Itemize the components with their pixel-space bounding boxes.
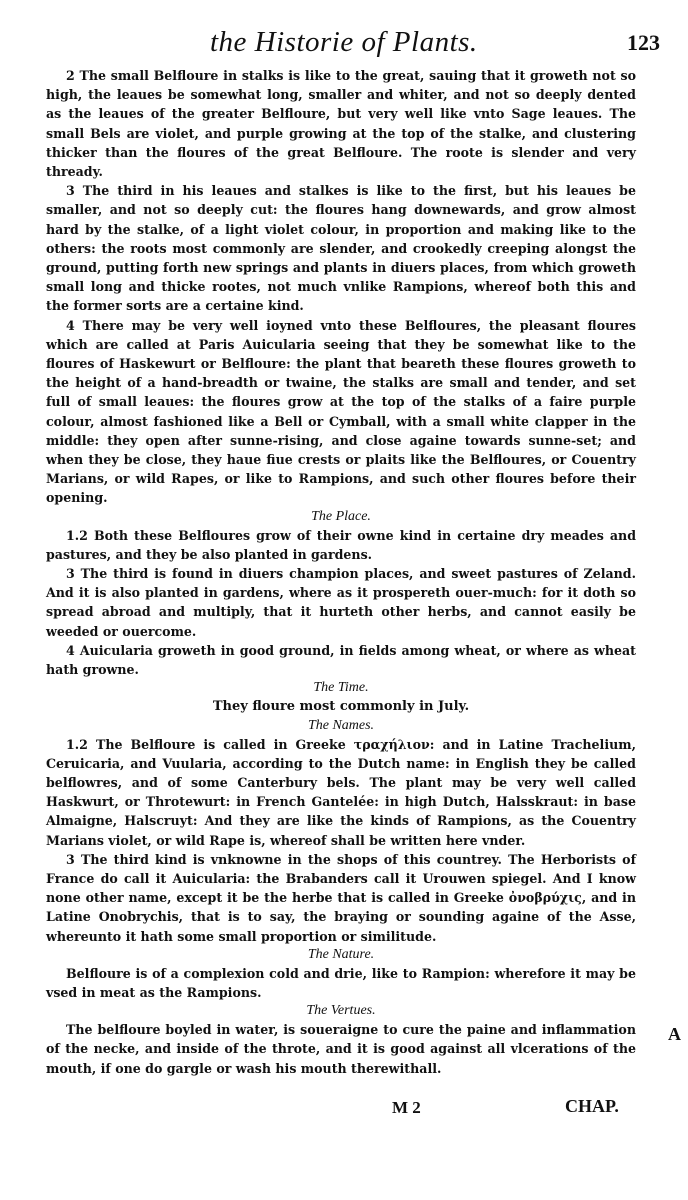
margin-letter: A — [668, 1024, 681, 1044]
catchword: CHAP. — [565, 1096, 619, 1116]
heading-place: The Place. — [311, 508, 371, 524]
paragraph-2: 2 The small Belfloure in stalks is like to the great, sauing that it groweth not so high, the leaues be somewhat long, smaller and whiter, and not so deeply dented as the leaues of the greater Belfloure, but very well like vnto Sage leaues. The small Bels are violet, and purple growing at the top of the stalke, and clustering thicker than the floures of the great Belfloure. The roote is slender and very thready. — [46, 68, 636, 180]
page-body — [46, 66, 636, 1078]
heading-nature: The Nature. — [307, 946, 375, 962]
place-paragraph-4: 4 Auicularia groweth in good ground, in fields among wheat, or where as wheat hath growne. — [46, 642, 636, 678]
page-header — [40, 26, 670, 66]
nature-text: Belfloure is of a complexion cold and drie, like to Rampion: wherefore it may be vsed in meat as the Rampions. — [46, 965, 636, 1000]
names-paragraph-1-2: 1.2 The Belfloure is called in Greeke τραχήλιον: and in Latine Trachelium, Ceruicaria, and Vuularia, according to the Dutch name: in English they be called belflowres, and of some Canterbury bels. The plant may be very well called Haskwurt, or Throtewurt: in French Gantelée: in high Dutch, Halsskraut: in base Almaigne, Halscruyt: And they are like the kinds of Rampions, as the Couentry Marians violet, or wild Rape is, whereof shall be written here vnder. — [46, 736, 636, 848]
names-paragraph-3: 3 The third kind is vnknowne in the shops of this countrey. The Herborists of France do call it Auicularia: the Brabanders call it Urouwen spiegel. And I know none other name, except it be the herbe that is called in Greeke ὀνοβρύχις, and in Latine Onobrychis, that is to say, the braying or sounding againe of the Asse, whereunto it hath some small proportion or similitude. — [46, 851, 636, 944]
time-text: They floure most commonly in July. — [212, 699, 470, 715]
running-title: the Historie of Plants. — [210, 26, 478, 58]
page-number: 123 — [627, 30, 660, 55]
heading-vertues: The Vertues. — [306, 1003, 376, 1019]
vertues-text: The belfloure boyled in water, is soueraigne to cure the paine and inflammation of the necke, and inside of the throte, and it is good against all vlcerations of the mouth, if one do gargle or wash his mouth therewithall. — [46, 1022, 636, 1076]
signature-mark: M 2 — [392, 1098, 421, 1117]
paragraph-4: 4 There may be very well ioyned vnto these Belfloures, the pleasant floures which are called at Paris Auicularia seeing that they be somewhat like to the floures of Haskewurt or Belfloure: the plant that beareth these floures groweth to the height of a hand-breadth or twaine, the stalks are small and tender, and set full of small leaues: the floures grow at the top of the stalks of a faire purple colour, almost fashioned like a Bell or Cymball, with a small white clapper in the middle: they open after sunne-rising, and close againe towards sunne-set; and when they be close, they haue fiue crests or plaits like the Belfloures, or Couentry Marians, or wild Rapes, or like to Rampions, and such other floures before their opening. — [46, 317, 636, 506]
heading-names: The Names. — [307, 717, 375, 733]
paragraph-3: 3 The third in his leaues and stalkes is like to the first, but his leaues be smaller, and not so deeply cut: the floures hang downewards, and grow almost hard by the stalke, of a light violet colour, in proportion and making like to the others: the roots most commonly are slender, and crookedly creeping alongst the ground, putting forth new springs and plants in diuers places, from which groweth small long and thicke rootes, not much vnlike Rampions, whereof both this and the former sorts are a certaine kind. — [46, 183, 636, 314]
heading-time: The Time. — [313, 680, 369, 696]
place-paragraph-1-2: 1.2 Both these Belfloures grow of their owne kind in certaine dry meades and pastures, and they be also planted in gardens. — [46, 527, 636, 562]
place-paragraph-3: 3 The third is found in diuers champion places, and sweet pastures of Zeland. And it is also planted in gardens, where as it prospereth ouer-much: for it doth so spread abroad and multiply, that it hurteth other herbs, and cannot easily be weeded or ouercome. — [46, 566, 636, 639]
